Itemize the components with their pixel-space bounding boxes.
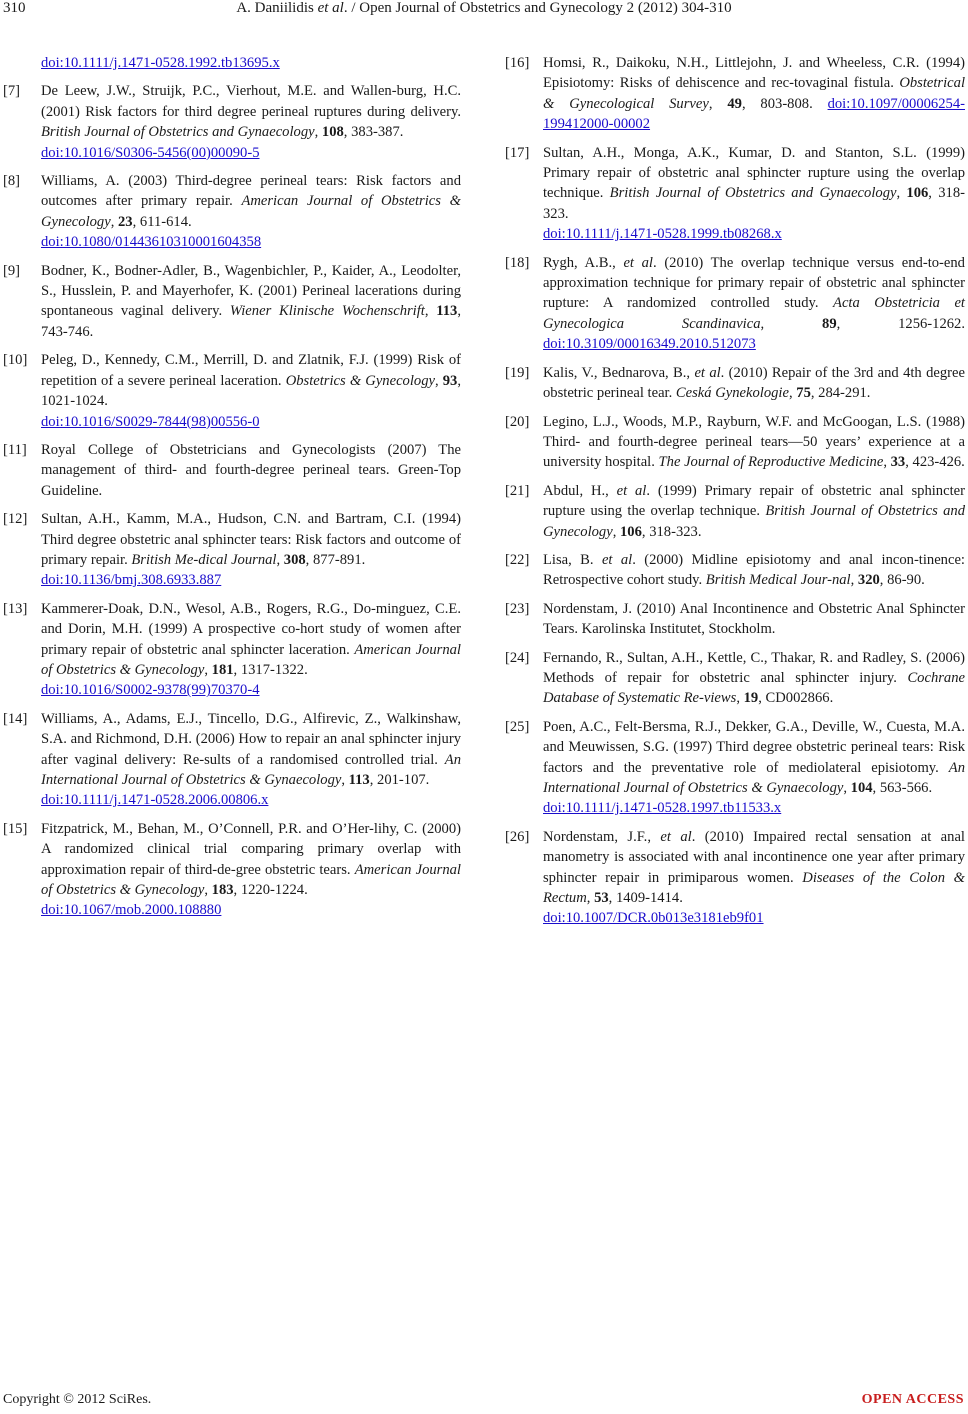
reference-item (505, 717, 965, 819)
reference-pages: , 1409-1414. (608, 890, 683, 907)
reference-number: [15] (3, 820, 28, 837)
reference-pages: , 423-426. (905, 454, 965, 471)
reference-pages: , 743-746. (41, 303, 461, 340)
reference-separator: , (434, 372, 443, 389)
reference-journal: An International Journal of Obstetrics & Gynaecology (41, 751, 461, 788)
reference-item (505, 143, 965, 245)
reference-journal: Obstetrics & Gynecology (285, 372, 435, 389)
reference-pages: , 1021-1024. (41, 372, 461, 410)
reference-volume: 75 (796, 385, 811, 402)
reference-separator: , (341, 772, 349, 788)
reference-separator: , (204, 661, 212, 678)
reference-number: [17] (505, 144, 530, 161)
reference-separator: , (612, 523, 620, 540)
reference-volume: 113 (348, 772, 370, 788)
reference-text: Homsi, R., Daikoku, N.H., Littlejohn, J. and Wheeless, C.R. (1994) Episiotomy: Risks of dehiscence and rec-tovaginal fistula. (543, 55, 965, 92)
reference-item (505, 412, 965, 473)
reference-volume: 53 (594, 890, 609, 907)
reference-pages: , 284-291. (810, 385, 871, 402)
reference-volume: 320 (857, 572, 880, 589)
reference-item (3, 709, 461, 811)
reference-volume: 108 (321, 124, 344, 141)
left-column (3, 53, 461, 929)
reference-journal: The Journal of Reproductive Medicine (658, 454, 884, 471)
reference-separator: , (204, 882, 212, 899)
reference-text: Nordenstam, J.F., (543, 828, 661, 845)
reference-pages: , 1317-1322. (233, 661, 308, 678)
reference-volume: 93 (442, 372, 458, 389)
reference-number: [19] (505, 364, 530, 381)
reference-item (505, 53, 965, 135)
reference-text: Rygh, A.B., (543, 254, 624, 271)
reference-text: De Leew, J.W., Struijk, P.C., Vierhout, M.E. and Wallen-burg, H.C. (2001) Risk factors for third degree perineal ruptures during delivery. (41, 83, 461, 120)
reference-volume: 23 (118, 213, 133, 230)
reference-item (3, 81, 461, 163)
doi-link[interactable]: doi:10.1111/j.1471-0528.2006.00806.x (41, 792, 269, 809)
reference-separator: , (843, 780, 851, 796)
reference-separator: , (314, 124, 322, 141)
reference-volume: 33 (890, 454, 906, 471)
reference-pages: , 201-107. (369, 772, 430, 788)
reference-pages: , 803-808. (741, 95, 828, 112)
reference-number: [22] (505, 551, 530, 568)
reference-volume: 113 (436, 303, 458, 320)
reference-text: Legino, L.J., Woods, M.P., Rayburn, W.F. and McGoogan, L.S. (1988) Third- and fourth-degree perineal tears—50 years’ experience at a university hospital. (543, 413, 965, 471)
reference-journal: Cochrane Database of Systematic Re-views (543, 669, 965, 707)
left-reference-list (3, 81, 461, 920)
reference-number: [8] (3, 173, 21, 190)
reference-item (505, 253, 965, 355)
reference-journal: Obstetrical & Gynecological Survey (543, 75, 965, 112)
reference-text: Fernando, R., Sultan, A.H., Kettle, C., Thakar, R. and Radley, S. (2006) Methods of repair for obstetric anal sphincter injury. (543, 649, 965, 686)
reference-journal: Ceská Gynekologie (675, 385, 789, 402)
doi-link[interactable]: doi:10.1016/S0306-5456(00)00090-5 (41, 144, 260, 161)
doi-link[interactable]: doi:10.1097/00006254-199412000-00002 (543, 95, 965, 133)
doi-link[interactable]: doi:10.1111/j.1471-0528.1999.tb08268.x (543, 226, 782, 243)
reference-text-cont: . (1999) Primary repair of obstetric anal sphincter rupture using the overlap technique. (543, 482, 965, 520)
doi-link[interactable]: doi:10.1111/j.1471-0528.1992.tb13695.x (41, 55, 280, 71)
doi-link[interactable]: doi:10.1007/DCR.0b013e3181eb9f01 (543, 910, 764, 927)
reference-pages: , 877-891. (305, 551, 366, 568)
reference-pages: , CD002866. (758, 690, 834, 707)
lead-doi-line (3, 53, 461, 73)
reference-pages: , 563-566. (872, 780, 933, 796)
reference-volume: 19 (743, 690, 759, 707)
reference-text: Royal College of Obstetricians and Gynecologists (2007) The management of third- and fourth-degree perineal tears. Green-Top Guideline. (41, 441, 461, 499)
reference-item (505, 481, 965, 542)
reference-volume: 106 (906, 185, 929, 202)
doi-link[interactable]: doi:10.1016/S0029-7844(98)00556-0 (41, 413, 260, 430)
reference-text: Kalis, V., Bednarova, B., (543, 364, 695, 381)
reference-journal: Wiener Klinische Wochenschrift (229, 303, 425, 320)
reference-text: Lisa, B. (543, 551, 602, 568)
reference-separator: , (110, 213, 118, 230)
reference-number: [21] (505, 482, 530, 499)
page-number: 310 (3, 0, 26, 16)
copyright-notice: Copyright © 2012 SciRes. (3, 1392, 152, 1407)
open-access-badge: OPEN ACCESS (861, 1392, 964, 1407)
reference-item (3, 819, 461, 921)
reference-number: [12] (3, 511, 28, 528)
reference-pages: , 318-323. (641, 523, 702, 540)
reference-text-cont: . (2010) Repair of the 3rd and 4th degree obstetric perineal tear. (543, 364, 965, 402)
reference-journal: American Journal of Obstetrics & Gynecology (41, 861, 461, 899)
reference-volume: 49 (727, 95, 742, 112)
header-authors: A. Daniilidis (236, 0, 314, 16)
reference-volume: 89 (822, 315, 837, 332)
reference-pages: , 86-90. (879, 572, 925, 589)
reference-separator: , (276, 551, 284, 568)
doi-link[interactable]: doi:10.3109/00016349.2010.512073 (543, 336, 756, 353)
reference-text: Nordenstam, J. (2010) Anal Incontinence and Obstetric Anal Sphincter Tears. Karolinska Institutet, Stockholm. (543, 600, 965, 638)
reference-volume: 181 (211, 661, 234, 678)
reference-et-al: et al (660, 828, 692, 845)
reference-number: [7] (3, 83, 21, 100)
running-header (0, 0, 968, 17)
reference-journal: British Me-dical Journal (131, 551, 277, 568)
doi-link[interactable]: doi:10.1067/mob.2000.108880 (41, 902, 222, 919)
reference-number: [11] (3, 441, 27, 458)
reference-pages: , 383-387. (343, 124, 404, 141)
reference-item (505, 599, 965, 640)
reference-pages: , 1256-1262. (836, 315, 965, 332)
reference-number: [26] (505, 828, 530, 845)
reference-volume: 106 (620, 523, 642, 540)
reference-item (505, 363, 965, 404)
reference-et-al: et al (694, 364, 721, 381)
reference-et-al: et al (601, 551, 633, 568)
reference-journal: An International Journal of Obstetrics & Gynaecology (543, 759, 965, 796)
reference-volume: 183 (211, 882, 234, 899)
reference-pages: , 318-323. (543, 185, 965, 222)
reference-volume: 104 (850, 780, 873, 796)
reference-et-al: et al (623, 254, 653, 271)
reference-journal: Diseases of the Colon & Rectum (543, 869, 965, 907)
reference-separator: , (736, 690, 744, 707)
right-column (505, 53, 965, 937)
reference-item (505, 550, 965, 591)
reference-item (3, 440, 461, 501)
reference-journal: American Journal of Obstetrics & Gynecology (41, 193, 461, 230)
reference-number: [13] (3, 600, 28, 617)
reference-et-al: et al (616, 482, 647, 499)
reference-number: [20] (505, 413, 530, 430)
reference-text: Sultan, A.H., Monga, A.K., Kumar, D. and Stanton, S.L. (1999) Primary repair of obstetric anal sphincter rupture using the overlap technique. (543, 144, 965, 202)
doi-link[interactable]: doi:10.1016/S0002-9378(99)70370-4 (41, 682, 260, 699)
reference-pages: , 1220-1224. (233, 882, 308, 899)
reference-number: [24] (505, 649, 530, 666)
header-journal-info: . / Open Journal of Obstetrics and Gynecology 2 (2012) 304-310 (343, 0, 732, 16)
reference-journal: British Journal of Obstetrics and Gynecology (543, 503, 965, 540)
reference-item (3, 350, 461, 432)
reference-journal: British Journal of Obstetrics and Gynaecology (41, 124, 315, 141)
reference-separator: , (708, 95, 728, 112)
reference-text: Williams, A., Adams, E.J., Tincello, D.G., Alfirevic, Z., Walkinshaw, S.A. and Richmond, D.H. (2006) How to repair an anal sphincter injury after vaginal delivery: Re-sults of a randomised controlled trial. (41, 710, 461, 768)
reference-text-cont: . (2000) Midline episiotomy and anal incon-tinence: Retrospective cohort study. (543, 551, 965, 589)
doi-link[interactable]: doi:10.1111/j.1471-0528.1997.tb11533.x (543, 800, 782, 817)
reference-item (3, 599, 461, 701)
reference-text: Abdul, H., (543, 482, 617, 499)
reference-text: Poen, A.C., Felt-Bersma, R.J., Dekker, G.A., Deville, W., Cuesta, M.A. and Meuwissen, S.G. (1997) Third degree obstetric perineal tears: Risk factors and the preventative role of mediolateral episiotomy. (543, 718, 965, 776)
reference-journal: British Medical Jour-nal (705, 572, 851, 589)
header-et-al: et al (317, 0, 344, 16)
doi-link[interactable]: doi:10.1080/0144361031000160435​8 (41, 234, 262, 251)
reference-item (505, 648, 965, 709)
reference-pages: , 611-614. (132, 213, 192, 230)
reference-separator: , (883, 454, 891, 471)
reference-journal: British Journal of Obstetrics and Gynaecology (609, 185, 897, 202)
reference-text: Sultan, A.H., Kamm, M.A., Hudson, C.N. and Bartram, C.I. (1994) Third degree obstetric anal sphincter tears: Risk factors and outcome of primary repair. (41, 511, 461, 568)
reference-number: [10] (3, 352, 28, 369)
reference-separator: , (850, 572, 858, 589)
reference-separator: , (424, 303, 437, 320)
reference-separator: , (896, 185, 907, 202)
doi-link[interactable]: doi:10.1136/bmj.308.6933.887 (41, 572, 222, 589)
reference-text: Peleg, D., Kennedy, C.M., Merrill, D. and Zlatnik, F.J. (1999) Risk of repetition of a severe perineal laceration. (41, 352, 461, 389)
reference-journal: Acta Obstetricia et Gynecologica Scandinavica (543, 295, 965, 332)
reference-text: Fitzpatrick, M., Behan, M., O’Connell, P.R. and O’Her-lihy, C. (2000) A randomized clinical trial comparing primary overlap with approximation repair of third-de-gree obstetric tears. (41, 820, 461, 878)
reference-item (505, 827, 965, 929)
reference-text: Williams, A. (2003) Third-degree perineal tears: Risk factors and outcomes after primary repair. (41, 173, 461, 210)
reference-number: [25] (505, 718, 530, 735)
reference-number: [14] (3, 710, 28, 727)
reference-text-cont: . (2010) The overlap technique versus end-to-end approximation technique for primary repair of obstetric anal sphincter rupture: A randomized controlled study. (543, 254, 965, 312)
reference-separator: , (586, 890, 595, 907)
right-reference-list (505, 53, 965, 929)
reference-number: [9] (3, 262, 21, 279)
reference-item (3, 261, 461, 343)
reference-number: [18] (505, 254, 530, 271)
reference-item (3, 509, 461, 591)
reference-separator: , (760, 315, 823, 332)
reference-text: Bodner, K., Bodner-Adler, B., Wagenbichler, P., Kaider, A., Leodolter, S., Husslein, P. and Mayerhofer, K. (2001) Perineal lacerations during spontaneous vaginal delivery. (41, 262, 461, 320)
reference-text-cont: . (2010) Impaired rectal sensation at anal manometry is associated with anal incontinence one year after primary sphincter repair in primiparous women. (543, 828, 965, 886)
reference-number: [23] (505, 600, 530, 617)
reference-volume: 308 (283, 551, 306, 568)
reference-item (3, 171, 461, 253)
reference-separator: , (788, 385, 797, 402)
reference-journal: American Journal of Obstetrics & Gynecology (41, 641, 461, 678)
reference-text: Kammerer-Doak, D.N., Wesol, A.B., Rogers, R.G., Do-minguez, C.E. and Dorin, M.H. (1999) A prospective co-hort study of women after primary repair of obstetric anal sphincter laceration. (41, 600, 461, 658)
reference-number: [16] (505, 55, 530, 71)
